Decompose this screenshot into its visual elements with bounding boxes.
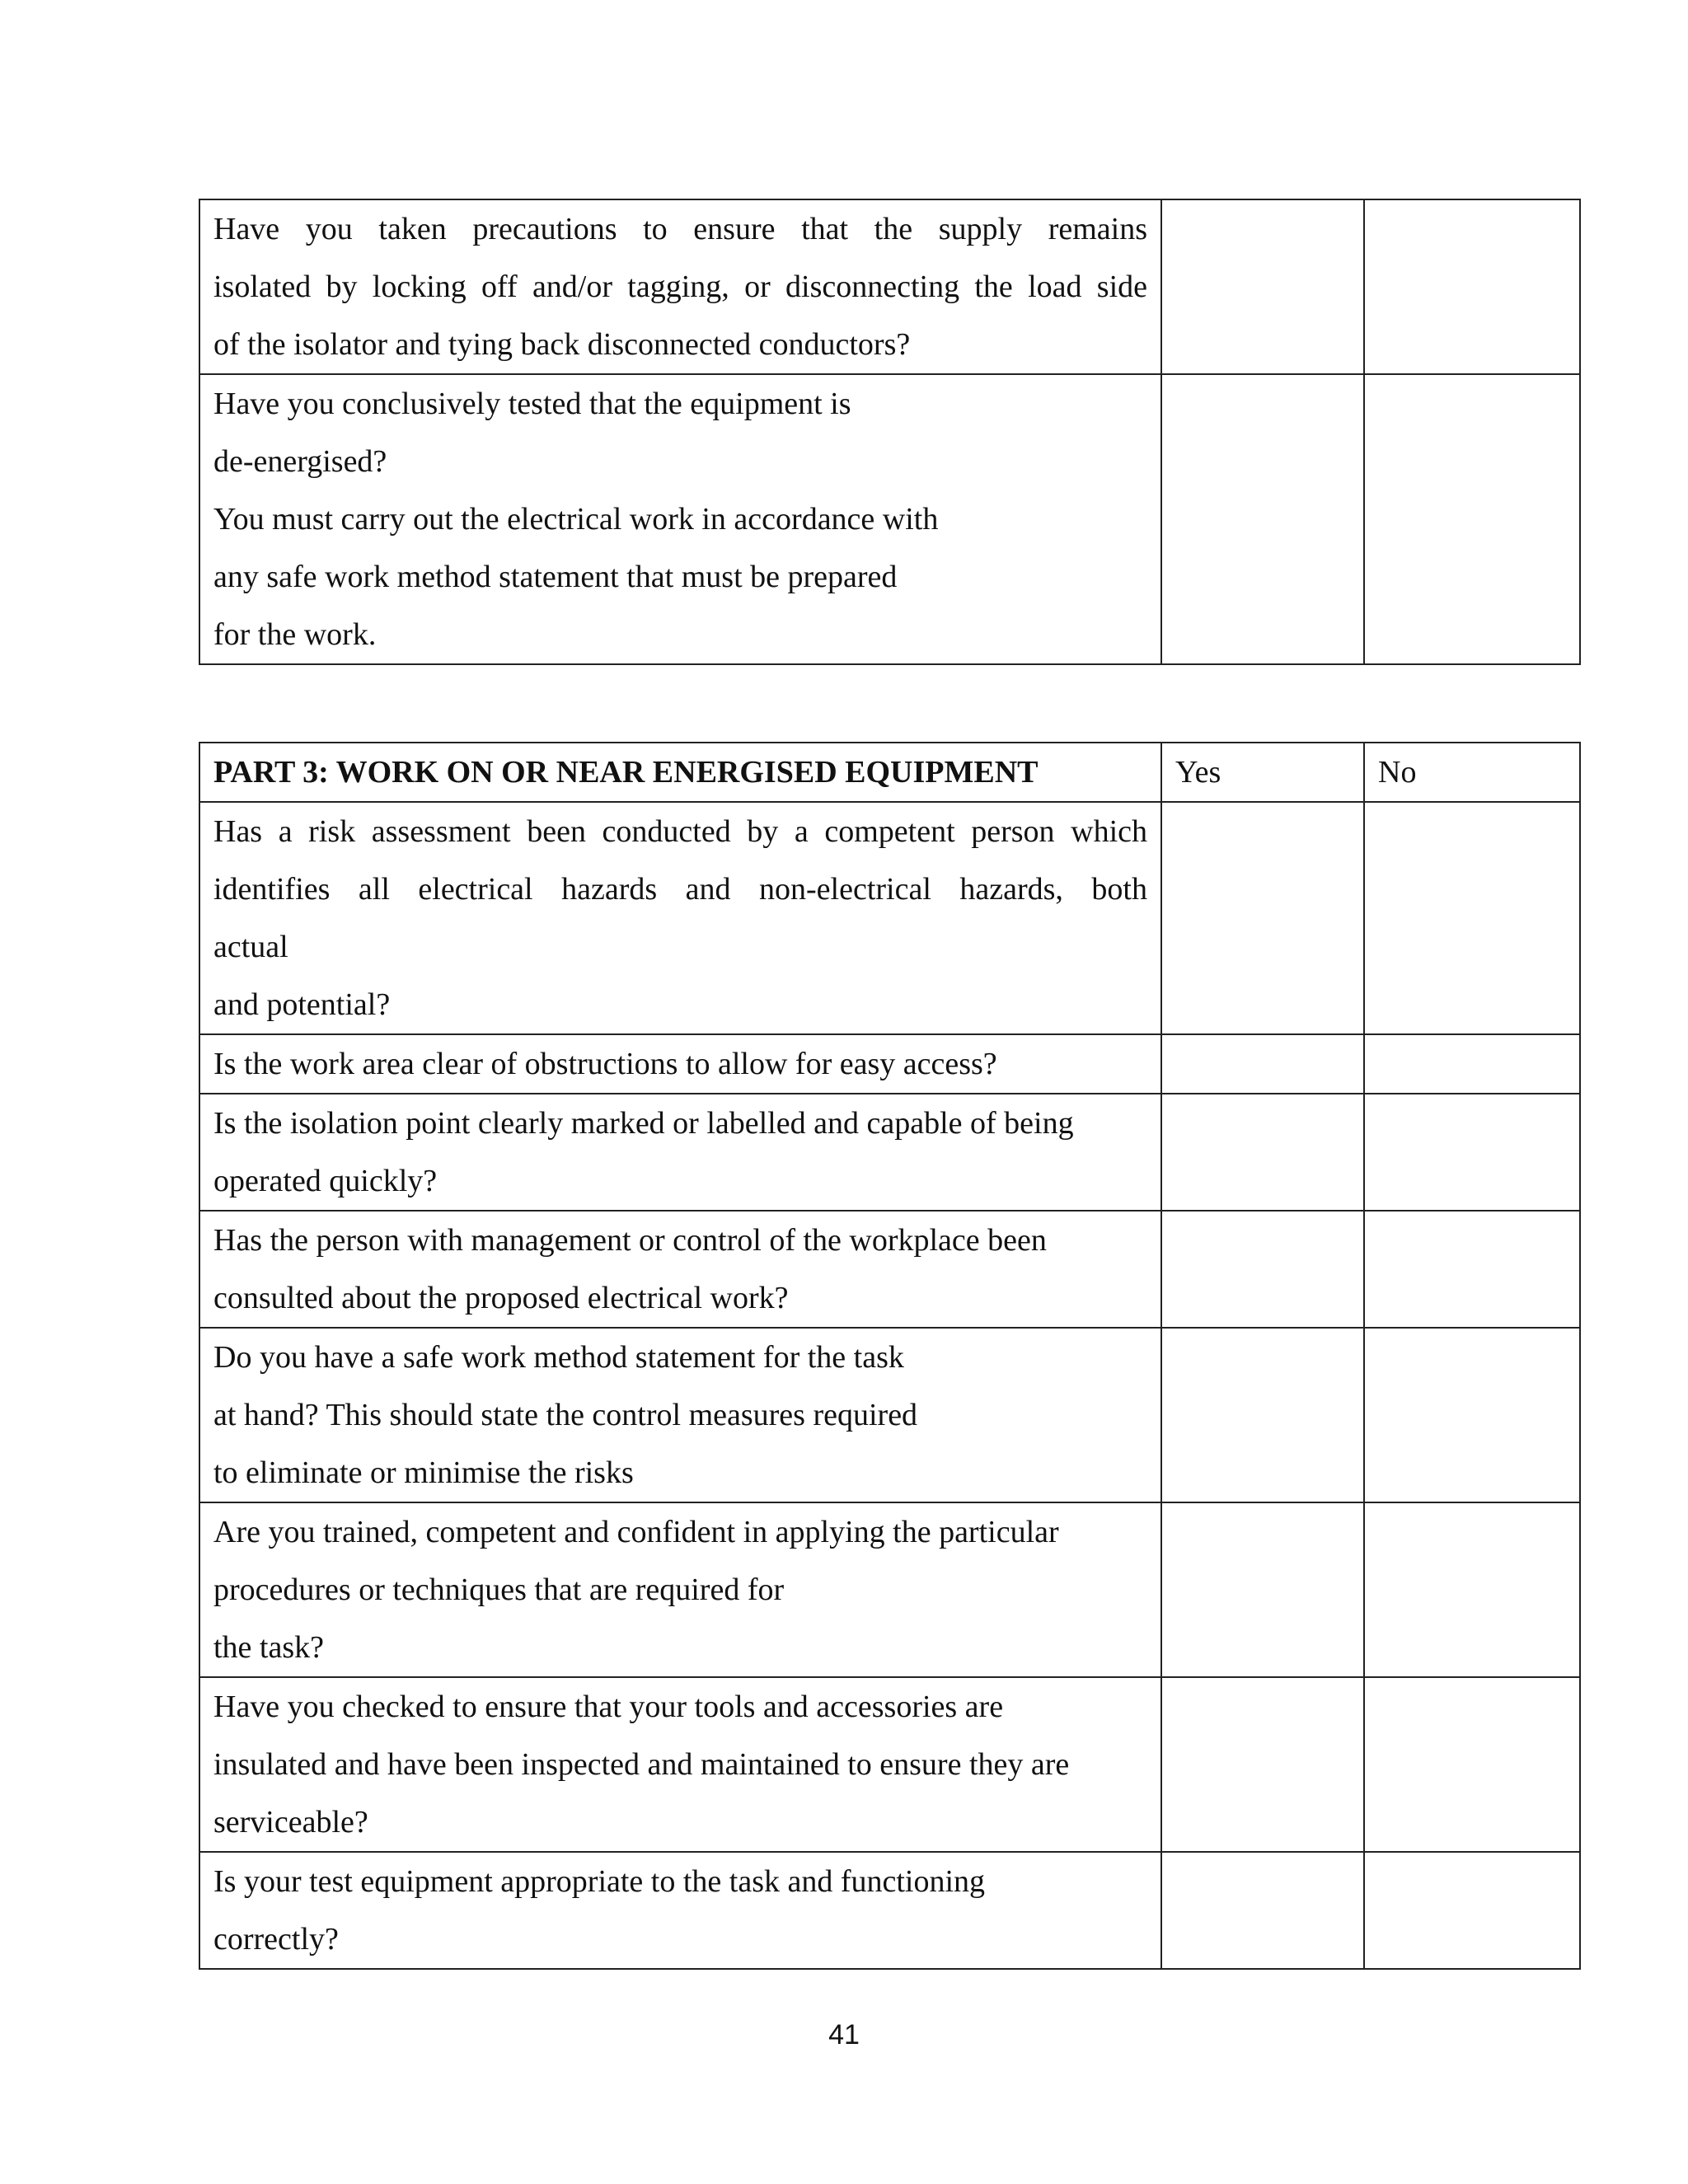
table-row — [199, 1502, 1580, 1677]
no-checkbox-cell[interactable] — [1364, 1034, 1580, 1094]
table-row — [199, 1034, 1580, 1094]
table-row — [199, 802, 1580, 1034]
yes-checkbox-cell[interactable] — [1161, 1211, 1364, 1328]
yes-column-header: Yes — [1161, 743, 1364, 802]
question-line: and potential? — [213, 987, 391, 1022]
question-cell — [199, 1211, 1161, 1328]
no-checkbox-cell[interactable] — [1364, 1502, 1580, 1677]
table-row — [199, 1852, 1580, 1969]
no-checkbox-cell[interactable] — [1364, 1677, 1580, 1852]
question-cell — [199, 1502, 1161, 1677]
no-column-header: No — [1364, 743, 1580, 802]
no-checkbox-cell[interactable] — [1364, 1852, 1580, 1969]
question-cell — [199, 802, 1161, 1034]
question-line: Have you conclusively tested that the equipment is — [213, 387, 851, 421]
question-line: of the isolator and tying back disconnected conductors? — [213, 327, 911, 362]
question-line: Is your test equipment appropriate to the task and functioning — [213, 1864, 986, 1899]
table-row — [199, 1328, 1580, 1502]
section-heading: PART 3: WORK ON OR NEAR ENERGISED EQUIPMENT — [199, 743, 1161, 802]
no-checkbox-cell[interactable] — [1364, 199, 1580, 374]
no-checkbox-cell[interactable] — [1364, 1328, 1580, 1502]
question-line: operated quickly? — [213, 1164, 438, 1198]
question-line: consulted about the proposed electrical work? — [213, 1281, 789, 1315]
question-line: any safe work method statement that must be prepared — [213, 560, 898, 594]
yes-checkbox-cell[interactable] — [1161, 1328, 1364, 1502]
no-checkbox-cell[interactable] — [1364, 1211, 1580, 1328]
question-cell — [199, 1094, 1161, 1211]
yes-checkbox-cell[interactable] — [1161, 374, 1364, 664]
question-line: identifies all electrical hazards and non-electrical hazards, both — [213, 872, 1147, 907]
question-line: the task? — [213, 1630, 325, 1665]
question-cell — [199, 1328, 1161, 1502]
yes-checkbox-cell[interactable] — [1161, 802, 1364, 1034]
yes-checkbox-cell[interactable] — [1161, 1034, 1364, 1094]
question-line: insulated and have been inspected and maintained to ensure they are — [213, 1747, 1070, 1782]
yes-checkbox-cell[interactable] — [1161, 1094, 1364, 1211]
table-row — [199, 199, 1580, 374]
no-checkbox-cell[interactable] — [1364, 1094, 1580, 1211]
question-cell — [199, 1034, 1161, 1094]
question-line: at hand? This should state the control measures required — [213, 1398, 918, 1432]
no-checkbox-cell[interactable] — [1364, 802, 1580, 1034]
question-line: Have you taken precautions to ensure that the supply remains — [213, 212, 1147, 246]
question-line: serviceable? — [213, 1805, 368, 1840]
question-line: to eliminate or minimise the risks — [213, 1455, 634, 1490]
question-line: actual — [213, 930, 288, 964]
table-row — [199, 1094, 1580, 1211]
checklist-table-part-3 — [199, 742, 1581, 1970]
question-line: Have you checked to ensure that your tools and accessories are — [213, 1690, 1004, 1724]
question-line: correctly? — [213, 1922, 339, 1957]
yes-checkbox-cell[interactable] — [1161, 1852, 1364, 1969]
checklist-table-continued — [199, 199, 1581, 665]
table-row — [199, 374, 1580, 664]
question-line: Has a risk assessment been conducted by a competent person which — [213, 814, 1147, 849]
question-line: You must carry out the electrical work in accordance with — [213, 502, 939, 537]
question-cell — [199, 1852, 1161, 1969]
yes-checkbox-cell[interactable] — [1161, 1677, 1364, 1852]
question-line: isolated by locking off and/or tagging, or disconnecting the load side — [213, 269, 1147, 304]
question-cell — [199, 199, 1161, 374]
table-header-row — [199, 743, 1580, 802]
no-checkbox-cell[interactable] — [1364, 374, 1580, 664]
question-line: de-energised? — [213, 444, 387, 479]
question-cell — [199, 1677, 1161, 1852]
page-number: 41 — [828, 2019, 860, 2050]
question-line: for the work. — [213, 617, 377, 652]
question-cell — [199, 374, 1161, 664]
question-line: Do you have a safe work method statement for the task — [213, 1340, 904, 1375]
yes-checkbox-cell[interactable] — [1161, 1502, 1364, 1677]
question-line: procedures or techniques that are required for — [213, 1572, 785, 1607]
question-line: Is the work area clear of obstructions to allow for easy access? — [213, 1047, 997, 1081]
question-line: Is the isolation point clearly marked or labelled and capable of being — [213, 1106, 1074, 1141]
table-row — [199, 1211, 1580, 1328]
table-row — [199, 1677, 1580, 1852]
question-line: Has the person with management or control of the workplace been — [213, 1223, 1047, 1258]
question-line: Are you trained, competent and confident in applying the particular — [213, 1515, 1059, 1549]
yes-checkbox-cell[interactable] — [1161, 199, 1364, 374]
